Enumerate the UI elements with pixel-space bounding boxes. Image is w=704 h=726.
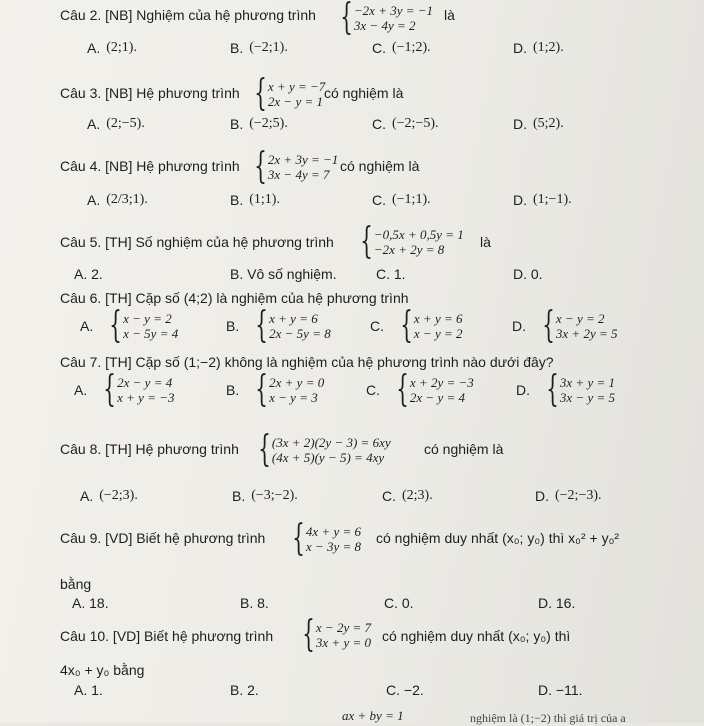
q8-tail: có nghiệm là — [424, 441, 504, 457]
q4-system: { 2x + 3y = −1 3x − 4y = 7 — [254, 146, 339, 187]
q3-heading: Câu 3. [NB] Hệ phương trình — [60, 85, 240, 101]
q3-eq2: 2x − y = 1 — [267, 94, 323, 109]
q4-eq2: 3x − 4y = 7 — [267, 167, 330, 182]
q2-option-d[interactable]: D. (1;2). — [513, 40, 564, 56]
q5-system: { −0,5x + 0,5y = 1 −2x + 2y = 8 — [360, 221, 464, 262]
q9-option-c[interactable]: C. 0. — [384, 595, 414, 611]
q6-option-b[interactable]: B. { x + y = 6 2x − 5y = 8 — [226, 305, 331, 346]
q8-option-a[interactable]: A. (−2;3). — [80, 488, 138, 504]
q2-heading: Câu 2. [NB] Nghiệm của hệ phương trình — [60, 7, 316, 23]
q10-heading: Câu 10. [VD] Biết hệ phương trình — [60, 628, 274, 644]
q5-option-b[interactable]: B. Vô số nghiệm. — [230, 266, 337, 282]
q3-option-d[interactable]: D. (5;2). — [513, 116, 564, 132]
q8-heading: Câu 8. [TH] Hệ phương trình — [60, 441, 239, 457]
q6-option-c[interactable]: C. { x + y = 6 x − y = 2 — [370, 305, 463, 346]
q10-option-a[interactable]: A. 1. — [74, 682, 103, 698]
q10-tail: có nghiệm duy nhất (x₀; y₀) thì — [382, 628, 571, 644]
q3-tail: có nghiệm là — [324, 85, 404, 101]
q5-heading: Câu 5. [TH] Số nghiệm của hệ phương trình — [60, 234, 334, 250]
cut-system: ax + by = 1 — [342, 708, 404, 723]
q4-option-b[interactable]: B. (1;1). — [230, 192, 280, 208]
q7-option-a[interactable]: A. { 2x − y = 4 x + y = −3 — [74, 369, 175, 410]
q2-system: { −2x + 3y = −1 3x − 4y = 2 — [340, 0, 434, 38]
q10-eq1: x − 2y = 7 — [315, 620, 371, 635]
q9-option-d[interactable]: D. 16. — [538, 595, 576, 611]
q3-system: { x + y = −7 2x − y = 1 — [254, 73, 326, 114]
q4-heading: Câu 4. [NB] Hệ phương trình — [60, 158, 240, 174]
q6-option-a[interactable]: A. { x − y = 2 x − 5y = 4 — [80, 305, 179, 346]
q5-option-c[interactable]: C. 1. — [376, 266, 406, 282]
q9-tail: có nghiệm duy nhất (x₀; y₀) thì x₀² + y₀² — [376, 530, 620, 546]
q2-option-c[interactable]: C. (−1;2). — [372, 40, 431, 56]
q8-eq1: (3x + 2)(2y − 3) = 6xy — [271, 435, 391, 450]
q2-option-b[interactable]: B. (−2;1). — [230, 40, 288, 56]
q6-heading: Câu 6. [TH] Cặp số (4;2) là nghiệm của hệ phương trình — [60, 290, 409, 306]
q10-system: { x − 2y = 7 3x + y = 0 — [302, 614, 371, 655]
q10-eq2: 3x + y = 0 — [315, 635, 371, 650]
q9-heading: Câu 9. [VD] Biết hệ phương trình — [60, 530, 266, 546]
q7-option-c[interactable]: C. { x + 2y = −3 2x − y = 4 — [366, 369, 474, 410]
q7-heading: Câu 7. [TH] Cặp số (1;−2) không là nghiệm của hệ phương trình nào dưới đây? — [60, 354, 554, 370]
q4-tail: có nghiệm là — [340, 158, 420, 174]
q2-tail: là — [444, 7, 455, 23]
q8-eq2: (4x + 5)(y − 5) = 4xy — [271, 450, 385, 465]
q10-option-d[interactable]: D. −11. — [538, 682, 583, 698]
q3-option-c[interactable]: C. (−2;−5). — [372, 116, 439, 132]
q2-eq1: −2x + 3y = −1 — [353, 3, 434, 18]
q9-eq2: x − 3y = 8 — [305, 539, 361, 554]
q9-eq1: 4x + y = 6 — [305, 524, 361, 539]
q3-eq1: x + y = −7 — [267, 79, 326, 94]
q8-option-b[interactable]: B. (−3;−2). — [232, 488, 298, 504]
q9-option-a[interactable]: A. 18. — [72, 595, 109, 611]
q9-option-b[interactable]: B. 8. — [240, 595, 269, 611]
q5-tail: là — [480, 234, 491, 250]
q9-system: { 4x + y = 6 x − 3y = 8 — [292, 518, 361, 559]
q5-option-d[interactable]: D. 0. — [513, 266, 543, 282]
q5-option-a[interactable]: A. 2. — [74, 266, 103, 282]
cut-text: nghiệm là (1;−2) thì giá trị của a — [470, 711, 626, 725]
q6-option-d[interactable]: D. { x − y = 2 3x + 2y = 5 — [512, 305, 618, 346]
q4-eq1: 2x + 3y = −1 — [267, 152, 339, 167]
q4-option-d[interactable]: D. (1;−1). — [513, 192, 572, 208]
q10-option-b[interactable]: B. 2. — [230, 682, 259, 698]
q8-option-c[interactable]: C. (2;3). — [382, 488, 433, 504]
q4-option-a[interactable]: A. (2/3;1). — [87, 192, 148, 208]
q4-option-c[interactable]: C. (−1;1). — [372, 192, 431, 208]
q7-option-d[interactable]: D. { 3x + y = 1 3x − y = 5 — [516, 369, 615, 410]
q5-eq2: −2x + 2y = 8 — [373, 242, 445, 257]
q7-option-b[interactable]: B. { 2x + y = 0 x − y = 3 — [226, 369, 325, 410]
q3-option-b[interactable]: B. (−2;5). — [230, 116, 288, 132]
q2-option-a[interactable]: A. (2;1). — [87, 40, 137, 56]
q9-line2: bằng — [60, 576, 92, 592]
q5-eq1: −0,5x + 0,5y = 1 — [373, 227, 464, 242]
q10-line2: 4x₀ + y₀ bằng — [60, 662, 145, 678]
q8-system: { (3x + 2)(2y − 3) = 6xy (4x + 5)(y − 5) = 4xy — [258, 429, 391, 470]
q8-option-d[interactable]: D. (−2;−3). — [535, 488, 602, 504]
q10-option-c[interactable]: C. −2. — [386, 682, 424, 698]
q3-option-a[interactable]: A. (2;−5). — [87, 116, 145, 132]
q2-eq2: 3x − 4y = 2 — [353, 18, 416, 33]
